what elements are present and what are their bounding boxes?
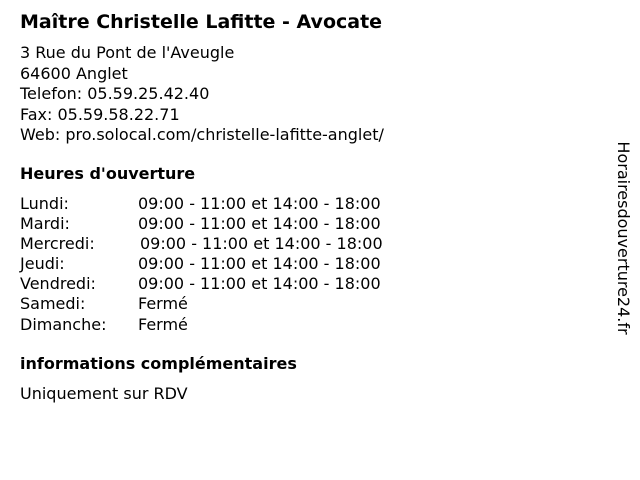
website-link: Web: pro.solocal.com/christelle-lafitte-anglet/ bbox=[20, 125, 384, 144]
additional-info-heading: informations complémentaires bbox=[20, 354, 297, 373]
day-hours: 09:00 - 11:00 et 14:00 - 18:00 bbox=[138, 194, 381, 213]
day-label: Jeudi: bbox=[20, 254, 65, 274]
street-address: 3 Rue du Pont de l'Aveugle bbox=[20, 43, 235, 62]
day-hours: 09:00 - 11:00 et 14:00 - 18:00 bbox=[140, 234, 383, 254]
day-label: Vendredi: bbox=[20, 274, 96, 294]
day-hours: 09:00 - 11:00 et 14:00 - 18:00 bbox=[138, 254, 381, 274]
contact-details bbox=[20, 43, 384, 146]
page-title: Maître Christelle Lafitte - Avocate bbox=[20, 11, 383, 33]
opening-hours-heading: Heures d'ouverture bbox=[20, 164, 196, 183]
day-label: Dimanche: bbox=[20, 314, 107, 334]
phone-number: Telefon: 05.59.25.42.40 bbox=[20, 84, 210, 103]
additional-info-text: Uniquement sur RDV bbox=[20, 384, 188, 403]
postal-city: 64600 Anglet bbox=[20, 63, 128, 83]
day-hours: Fermé bbox=[138, 314, 188, 334]
day-hours: 09:00 - 11:00 et 14:00 - 18:00 bbox=[138, 274, 381, 294]
day-label: Mercredi: bbox=[20, 234, 95, 254]
day-label: Samedi: bbox=[20, 294, 86, 314]
day-label: Mardi: bbox=[20, 214, 70, 234]
fax-number: Fax: 05.59.58.22.71 bbox=[20, 104, 180, 124]
day-label: Lundi: bbox=[20, 194, 69, 213]
site-watermark: Horairesdouverture24.fr bbox=[614, 141, 633, 335]
day-hours: 09:00 - 11:00 et 14:00 - 18:00 bbox=[138, 214, 381, 234]
day-hours: Fermé bbox=[138, 294, 188, 314]
